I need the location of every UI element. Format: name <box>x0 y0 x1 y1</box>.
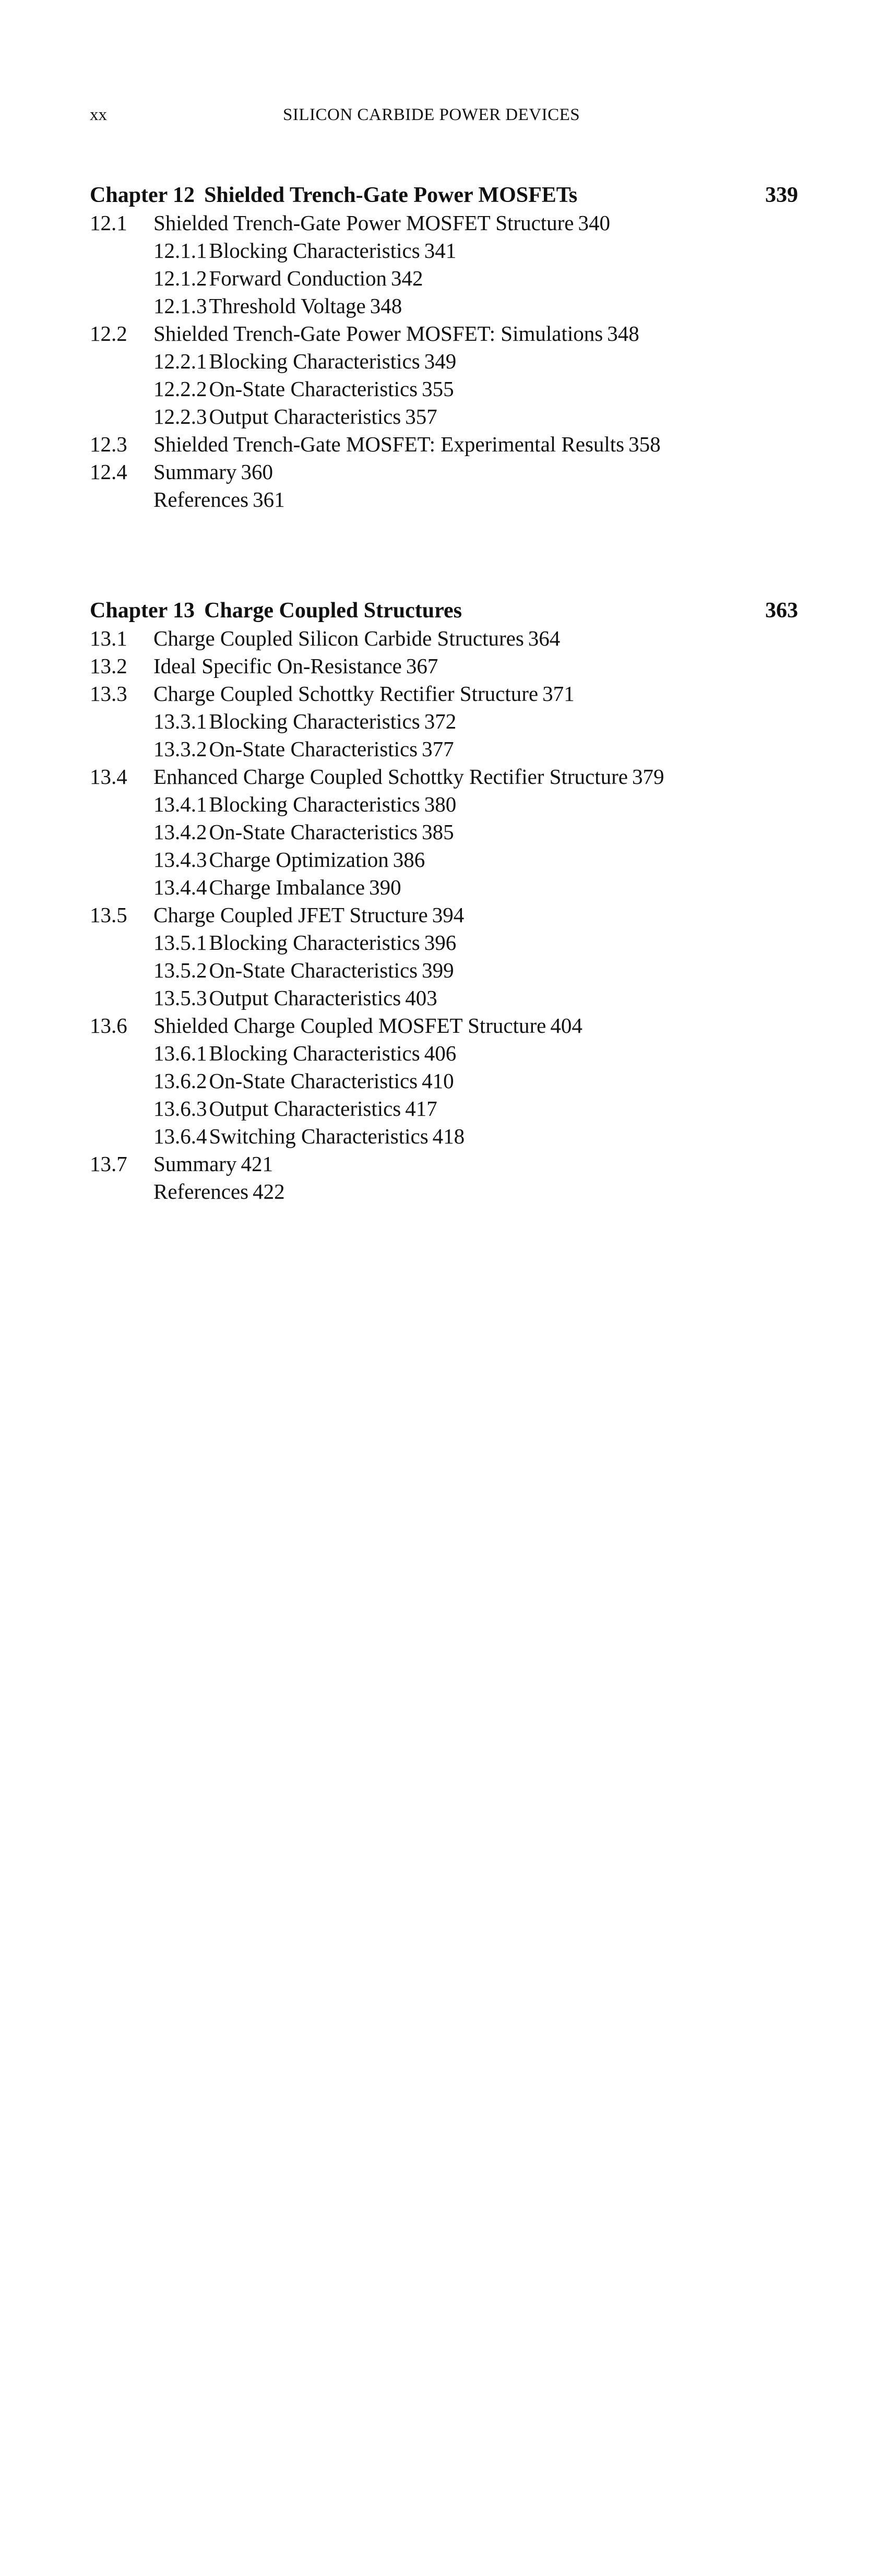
running-header <box>90 105 798 128</box>
chapter-page: 339 <box>765 183 798 207</box>
section-title: On-State Characteristics <box>209 820 418 844</box>
section-number: 13.5.2 <box>153 958 207 982</box>
section-number: 12.1.3 <box>153 294 207 318</box>
section-title: References <box>153 487 249 511</box>
section-page: 421 <box>241 1152 273 1176</box>
section-page: 348 <box>370 294 402 318</box>
section-number: 12.2 <box>90 321 127 345</box>
toc-entry <box>90 985 798 1013</box>
section-page: 403 <box>405 986 437 1010</box>
section-title: Forward Conduction <box>209 266 387 290</box>
section-page: 399 <box>422 958 454 982</box>
section-title: Threshold Voltage <box>209 294 366 318</box>
toc-entry-list <box>90 210 798 515</box>
section-title: On-State Characteristics <box>209 958 418 982</box>
toc-entry <box>90 930 798 958</box>
section-title: Output Characteristics <box>209 404 401 428</box>
section-title: Charge Coupled Silicon Carbide Structures <box>153 626 524 650</box>
section-page: 386 <box>393 848 425 872</box>
chapter-heading <box>90 598 798 626</box>
section-title: Charge Optimization <box>209 848 389 872</box>
section-page: 385 <box>422 820 454 844</box>
section-number: 12.1.1 <box>153 238 207 263</box>
section-title: Output Characteristics <box>209 986 401 1010</box>
section-title: On-State Characteristics <box>209 1069 418 1093</box>
chapter-label: Chapter 13 <box>90 599 195 623</box>
chapter-page: 363 <box>765 599 798 623</box>
section-number: 13.3 <box>90 682 127 706</box>
section-page: 417 <box>405 1096 437 1120</box>
section-number: 12.1.2 <box>153 266 207 290</box>
section-title: Charge Coupled Schottky Rectifier Structure <box>153 682 539 706</box>
toc-entry <box>90 709 798 736</box>
running-title: SILICON CARBIDE POWER DEVICES <box>283 105 580 124</box>
section-title: Switching Characteristics <box>209 1124 429 1148</box>
section-title: Output Characteristics <box>209 1096 401 1120</box>
section-number: 13.2 <box>90 654 127 678</box>
toc-entry-list <box>90 626 798 1207</box>
section-title: Shielded Trench-Gate Power MOSFET: Simulations <box>153 321 603 345</box>
section-title: Blocking Characteristics <box>209 349 420 373</box>
toc-entry <box>90 958 798 985</box>
section-number: 12.2.1 <box>153 349 207 373</box>
section-title: Blocking Characteristics <box>209 1041 420 1065</box>
section-page: 361 <box>253 487 285 511</box>
section-number: 13.5.3 <box>153 986 207 1010</box>
toc-entry <box>90 1179 798 1207</box>
toc-entry <box>90 626 798 653</box>
toc-entry <box>90 653 798 681</box>
section-title: References <box>153 1179 249 1203</box>
section-title: Charge Imbalance <box>209 875 365 899</box>
toc-entry <box>90 902 798 930</box>
toc-entry <box>90 238 798 266</box>
toc-entry <box>90 736 798 764</box>
section-page: 410 <box>422 1069 454 1093</box>
section-page: 367 <box>406 654 438 678</box>
section-page: 422 <box>253 1179 285 1203</box>
section-page: 360 <box>241 460 273 484</box>
section-title: Ideal Specific On-Resistance <box>153 654 402 678</box>
toc-entry <box>90 266 798 293</box>
chapter-heading <box>90 183 798 210</box>
section-number: 13.5 <box>90 903 127 927</box>
section-page: 357 <box>405 404 437 428</box>
chapter-13-section <box>90 598 798 1207</box>
toc-entry <box>90 487 798 515</box>
section-page: 406 <box>424 1041 457 1065</box>
section-title: Blocking Characteristics <box>209 931 420 955</box>
section-number: 13.6.3 <box>153 1096 207 1120</box>
section-number: 12.1 <box>90 211 127 235</box>
section-number: 13.4.4 <box>153 875 207 899</box>
section-number: 13.6 <box>90 1013 127 1037</box>
section-page: 355 <box>422 377 454 401</box>
chapter-heading-text <box>90 183 577 208</box>
section-page: 348 <box>607 321 639 345</box>
section-number: 12.2.3 <box>153 404 207 428</box>
section-title: Enhanced Charge Coupled Schottky Rectifier Structure <box>153 765 628 789</box>
toc-entry <box>90 459 798 487</box>
section-title: Summary <box>153 1152 237 1176</box>
section-title: Blocking Characteristics <box>209 709 420 733</box>
chapter-title: Shielded Trench-Gate Power MOSFETs <box>204 183 578 207</box>
toc-entry <box>90 875 798 902</box>
section-page: 358 <box>628 432 661 456</box>
section-page: 377 <box>422 737 454 761</box>
section-page: 340 <box>578 211 611 235</box>
toc-entry <box>90 847 798 875</box>
section-number: 13.4 <box>90 765 127 789</box>
toc-entry <box>90 1124 798 1151</box>
section-title: Charge Coupled JFET Structure <box>153 903 428 927</box>
section-page: 404 <box>550 1013 582 1037</box>
section-page: 372 <box>424 709 457 733</box>
section-title: On-State Characteristics <box>209 737 418 761</box>
section-page: 390 <box>369 875 401 899</box>
section-title: Blocking Characteristics <box>209 238 420 263</box>
section-number: 13.6.2 <box>153 1069 207 1093</box>
section-number: 13.6.4 <box>153 1124 207 1148</box>
section-number: 13.1 <box>90 626 127 650</box>
section-title: Summary <box>153 460 237 484</box>
toc-entry <box>90 1151 798 1179</box>
toc-entry <box>90 1068 798 1096</box>
page-number: xx <box>90 105 107 124</box>
chapter-title: Charge Coupled Structures <box>204 599 462 623</box>
section-page: 364 <box>528 626 561 650</box>
chapter-12-section <box>90 183 798 515</box>
section-title: Shielded Trench-Gate MOSFET: Experimental Results <box>153 432 625 456</box>
section-number: 12.2.2 <box>153 377 207 401</box>
toc-entry <box>90 349 798 376</box>
section-page: 341 <box>424 238 457 263</box>
section-title: Shielded Charge Coupled MOSFET Structure <box>153 1013 546 1037</box>
toc-entry <box>90 792 798 819</box>
toc-entry <box>90 293 798 321</box>
section-number: 12.3 <box>90 432 127 456</box>
section-title: Blocking Characteristics <box>209 792 420 816</box>
section-number: 13.3.2 <box>153 737 207 761</box>
section-page: 394 <box>432 903 465 927</box>
section-number: 13.4.1 <box>153 792 207 816</box>
section-page: 342 <box>391 266 423 290</box>
section-page: 418 <box>432 1124 465 1148</box>
toc-entry <box>90 376 798 404</box>
section-number: 13.3.1 <box>153 709 207 733</box>
section-number: 12.4 <box>90 460 127 484</box>
toc-entry <box>90 404 798 432</box>
toc-entry <box>90 819 798 847</box>
toc-entry <box>90 1041 798 1068</box>
section-number: 13.4.2 <box>153 820 207 844</box>
section-page: 379 <box>632 765 664 789</box>
toc-entry <box>90 210 798 238</box>
section-title: Shielded Trench-Gate Power MOSFET Structure <box>153 211 574 235</box>
section-number: 13.7 <box>90 1152 127 1176</box>
chapter-heading-text <box>90 598 462 623</box>
section-page: 349 <box>424 349 457 373</box>
section-number: 13.6.1 <box>153 1041 207 1065</box>
chapter-label: Chapter 12 <box>90 183 195 207</box>
toc-entry <box>90 1096 798 1124</box>
section-number: 13.4.3 <box>153 848 207 872</box>
section-page: 371 <box>542 682 575 706</box>
section-number: 13.5.1 <box>153 931 207 955</box>
section-page: 380 <box>424 792 457 816</box>
section-page: 396 <box>424 931 457 955</box>
section-title: On-State Characteristics <box>209 377 418 401</box>
